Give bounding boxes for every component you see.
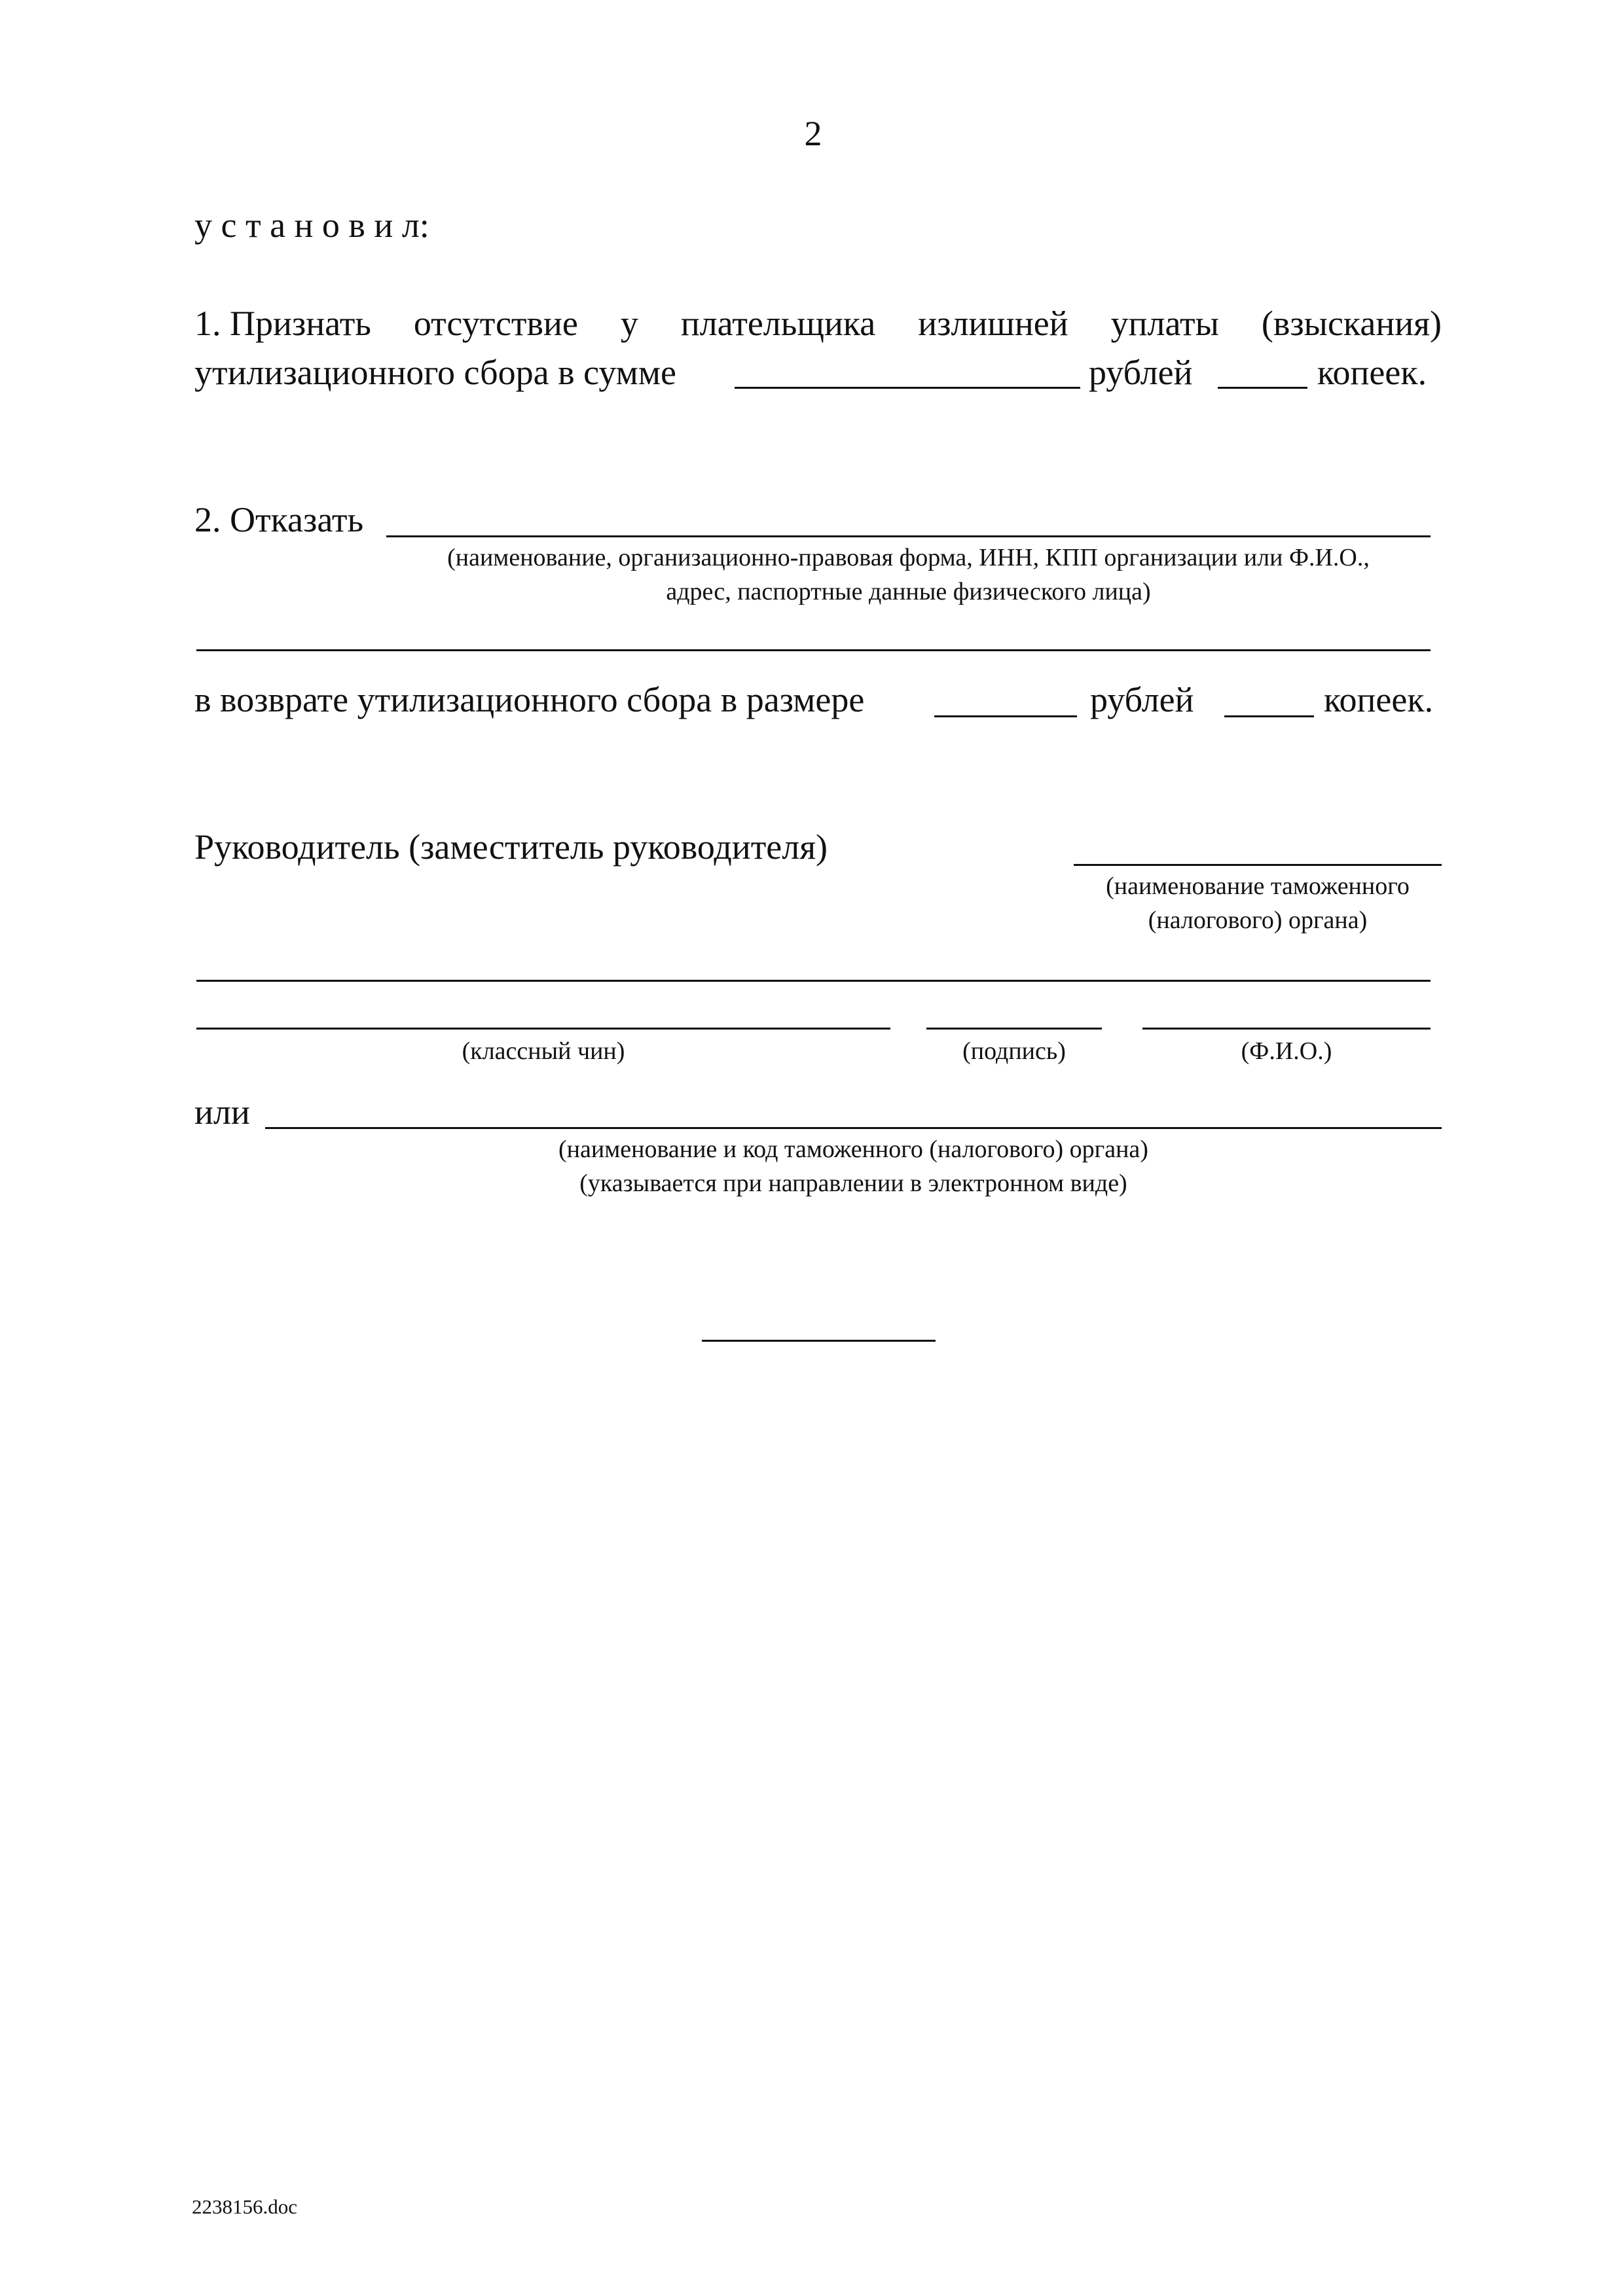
or-label: или (194, 1092, 250, 1132)
full-name-blank[interactable] (1142, 1028, 1431, 1030)
full-name-caption: (Ф.И.О.) (1241, 1037, 1332, 1065)
end-separator (702, 1340, 936, 1342)
page-number: 2 (804, 114, 822, 153)
refund-kopecks-blank[interactable] (1224, 715, 1314, 717)
amount-kopecks-blank[interactable] (1218, 387, 1307, 389)
electronic-caption-line1: (наименование и код таможенного (налогового) органа) (558, 1136, 1148, 1163)
signature-blank[interactable] (926, 1028, 1102, 1030)
item1-line1-word: (взыскания) (1261, 304, 1442, 343)
item2-kopecks-label: копеек. (1324, 680, 1434, 719)
item1-line2-prefix: утилизационного сбора в сумме (194, 353, 676, 392)
authority-name-blank[interactable] (1074, 864, 1442, 866)
payer-name-blank[interactable] (386, 535, 1431, 537)
authority-continuation-blank[interactable] (196, 980, 1431, 982)
rank-blank[interactable] (196, 1028, 890, 1030)
authority-caption-line1: (наименование таможенного (1106, 872, 1410, 900)
item1-line1-word: плательщика (680, 304, 876, 343)
signature-caption: (подпись) (962, 1037, 1066, 1065)
item1-kopecks-label: копеек. (1317, 353, 1427, 392)
item2-refuse-label: 2. Отказать (194, 500, 364, 539)
amount-rubles-blank[interactable] (735, 387, 1080, 389)
item1-rubles-label: рублей (1089, 353, 1193, 392)
electronic-caption-line2: (указывается при направлении в электронном виде) (579, 1170, 1127, 1197)
electronic-authority-blank[interactable] (265, 1127, 1442, 1129)
heading-established: у с т а н о в и л: (194, 206, 429, 245)
item1-line1-word: излишней (918, 304, 1068, 343)
refund-rubles-blank[interactable] (934, 715, 1077, 717)
footer-doc-id: 2238156.doc (192, 2195, 298, 2218)
item2-refund-prefix: в возврате утилизационного сбора в размере (194, 680, 865, 719)
item1-line1 (194, 302, 1442, 344)
item1-line1-word: уплаты (1110, 304, 1219, 343)
rank-caption: (классный чин) (462, 1037, 625, 1065)
item1-line1-word: у (620, 304, 638, 343)
item1-line1-word: 1. Признать (194, 304, 371, 343)
authority-caption-line2: (налогового) органа) (1148, 906, 1368, 934)
head-label: Руководитель (заместитель руководителя) (194, 827, 828, 867)
item2-rubles-label: рублей (1090, 680, 1194, 719)
payer-caption-line2: адрес, паспортные данные физического лица) (666, 578, 1151, 605)
payer-continuation-blank[interactable] (196, 649, 1431, 651)
item1-line1-word: отсутствие (413, 304, 578, 343)
payer-caption-line1: (наименование, организационно-правовая форма, ИНН, КПП организации или Ф.И.О., (447, 544, 1370, 571)
